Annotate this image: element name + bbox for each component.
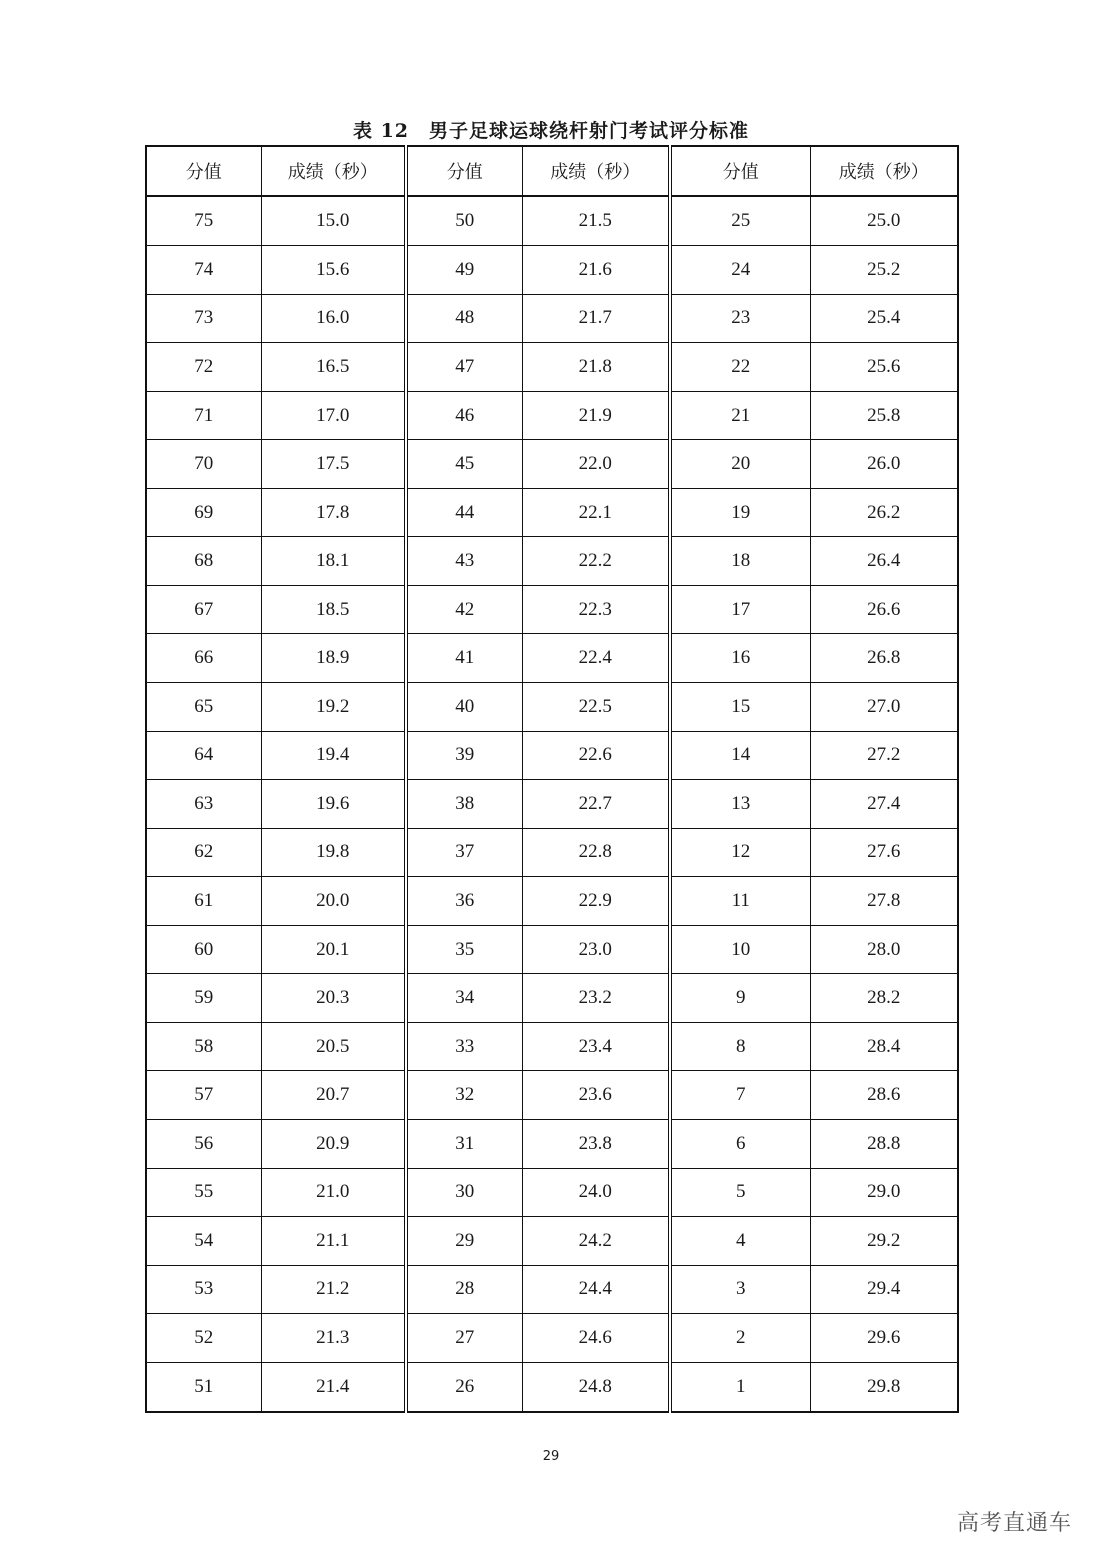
cell-time: 27.0 [810,683,958,732]
table-row [146,828,958,877]
cell-time: 18.5 [261,585,406,634]
cell-score: 57 [146,1071,261,1120]
cell-score: 6 [670,1119,810,1168]
table-row [146,440,958,489]
header-score: 分值 [146,146,261,196]
cell-score: 37 [406,828,522,877]
table-row [146,1362,958,1412]
cell-score: 62 [146,828,261,877]
cell-time: 21.3 [261,1314,406,1363]
cell-time: 23.0 [522,925,670,974]
cell-time: 24.8 [522,1362,670,1412]
cell-score: 73 [146,294,261,343]
header-score: 分值 [670,146,810,196]
cell-time: 16.5 [261,343,406,392]
cell-score: 10 [670,925,810,974]
scoring-table [145,145,959,1413]
cell-time: 22.1 [522,488,670,537]
cell-score: 61 [146,877,261,926]
cell-time: 23.4 [522,1022,670,1071]
table-row [146,1022,958,1071]
cell-score: 43 [406,537,522,586]
cell-score: 70 [146,440,261,489]
cell-score: 59 [146,974,261,1023]
cell-time: 24.4 [522,1265,670,1314]
cell-score: 67 [146,585,261,634]
cell-time: 21.9 [522,391,670,440]
header-time: 成绩（秒） [261,146,406,196]
cell-time: 17.5 [261,440,406,489]
cell-score: 45 [406,440,522,489]
cell-time: 20.7 [261,1071,406,1120]
cell-score: 71 [146,391,261,440]
table-row [146,488,958,537]
cell-time: 25.8 [810,391,958,440]
cell-score: 50 [406,196,522,246]
cell-time: 29.6 [810,1314,958,1363]
cell-score: 29 [406,1217,522,1266]
table-row [146,246,958,295]
table-row [146,925,958,974]
cell-time: 29.0 [810,1168,958,1217]
cell-score: 74 [146,246,261,295]
cell-time: 29.4 [810,1265,958,1314]
cell-time: 18.1 [261,537,406,586]
cell-score: 48 [406,294,522,343]
cell-score: 2 [670,1314,810,1363]
cell-time: 28.0 [810,925,958,974]
cell-score: 66 [146,634,261,683]
cell-time: 22.2 [522,537,670,586]
cell-time: 23.2 [522,974,670,1023]
cell-time: 21.5 [522,196,670,246]
cell-time: 22.8 [522,828,670,877]
cell-score: 44 [406,488,522,537]
table-row [146,683,958,732]
cell-score: 21 [670,391,810,440]
cell-score: 32 [406,1071,522,1120]
cell-time: 27.6 [810,828,958,877]
cell-time: 22.4 [522,634,670,683]
cell-score: 4 [670,1217,810,1266]
cell-score: 39 [406,731,522,780]
cell-score: 15 [670,683,810,732]
cell-score: 9 [670,974,810,1023]
cell-time: 19.8 [261,828,406,877]
cell-time: 22.9 [522,877,670,926]
cell-time: 28.4 [810,1022,958,1071]
cell-score: 49 [406,246,522,295]
cell-score: 64 [146,731,261,780]
cell-time: 26.4 [810,537,958,586]
table-row [146,343,958,392]
cell-score: 20 [670,440,810,489]
cell-time: 26.0 [810,440,958,489]
cell-score: 5 [670,1168,810,1217]
table-row [146,974,958,1023]
header-time: 成绩（秒） [810,146,958,196]
header-time: 成绩（秒） [522,146,670,196]
table-body [146,196,958,1412]
cell-score: 26 [406,1362,522,1412]
cell-score: 41 [406,634,522,683]
cell-time: 24.2 [522,1217,670,1266]
table-row [146,537,958,586]
cell-time: 20.1 [261,925,406,974]
cell-time: 17.8 [261,488,406,537]
cell-time: 18.9 [261,634,406,683]
table-row [146,1217,958,1266]
cell-score: 11 [670,877,810,926]
table-row [146,294,958,343]
cell-time: 29.2 [810,1217,958,1266]
cell-time: 19.4 [261,731,406,780]
cell-time: 26.2 [810,488,958,537]
cell-score: 30 [406,1168,522,1217]
header-score: 分值 [406,146,522,196]
table-row [146,1265,958,1314]
cell-time: 23.6 [522,1071,670,1120]
header-row [146,146,958,196]
cell-time: 24.0 [522,1168,670,1217]
cell-time: 27.2 [810,731,958,780]
table-row [146,731,958,780]
cell-time: 20.5 [261,1022,406,1071]
cell-time: 28.8 [810,1119,958,1168]
cell-score: 46 [406,391,522,440]
cell-score: 14 [670,731,810,780]
cell-score: 33 [406,1022,522,1071]
cell-time: 26.8 [810,634,958,683]
cell-score: 3 [670,1265,810,1314]
cell-time: 21.2 [261,1265,406,1314]
cell-time: 28.6 [810,1071,958,1120]
table-row [146,1071,958,1120]
cell-score: 8 [670,1022,810,1071]
cell-time: 21.0 [261,1168,406,1217]
cell-score: 28 [406,1265,522,1314]
cell-score: 68 [146,537,261,586]
cell-score: 56 [146,1119,261,1168]
cell-score: 54 [146,1217,261,1266]
cell-score: 31 [406,1119,522,1168]
cell-time: 15.6 [261,246,406,295]
cell-time: 25.6 [810,343,958,392]
cell-score: 47 [406,343,522,392]
cell-time: 22.7 [522,780,670,829]
page-number: 29 [542,1449,560,1464]
table-row [146,634,958,683]
cell-score: 17 [670,585,810,634]
cell-time: 15.0 [261,196,406,246]
cell-score: 23 [670,294,810,343]
cell-score: 75 [146,196,261,246]
cell-time: 21.4 [261,1362,406,1412]
table-row [146,1119,958,1168]
table-row [146,780,958,829]
cell-score: 58 [146,1022,261,1071]
cell-time: 21.8 [522,343,670,392]
cell-score: 42 [406,585,522,634]
cell-score: 69 [146,488,261,537]
cell-score: 22 [670,343,810,392]
table-row [146,196,958,246]
cell-time: 19.6 [261,780,406,829]
table-row [146,585,958,634]
cell-score: 52 [146,1314,261,1363]
table-row [146,1168,958,1217]
cell-score: 24 [670,246,810,295]
cell-time: 22.0 [522,440,670,489]
cell-time: 21.1 [261,1217,406,1266]
cell-score: 25 [670,196,810,246]
cell-time: 20.9 [261,1119,406,1168]
cell-score: 7 [670,1071,810,1120]
cell-time: 27.8 [810,877,958,926]
cell-time: 17.0 [261,391,406,440]
table-title: 表 12 男子足球运球绕杆射门考试评分标准 [352,120,750,142]
cell-score: 38 [406,780,522,829]
cell-score: 18 [670,537,810,586]
cell-time: 21.7 [522,294,670,343]
cell-time: 16.0 [261,294,406,343]
cell-time: 27.4 [810,780,958,829]
table-row [146,1314,958,1363]
cell-time: 22.6 [522,731,670,780]
cell-time: 26.6 [810,585,958,634]
cell-score: 34 [406,974,522,1023]
cell-score: 16 [670,634,810,683]
watermark: 高考直通车 [956,1511,1072,1536]
cell-score: 13 [670,780,810,829]
cell-score: 60 [146,925,261,974]
cell-time: 20.3 [261,974,406,1023]
cell-time: 25.4 [810,294,958,343]
cell-time: 20.0 [261,877,406,926]
cell-time: 29.8 [810,1362,958,1412]
cell-score: 51 [146,1362,261,1412]
cell-time: 24.6 [522,1314,670,1363]
cell-time: 22.5 [522,683,670,732]
cell-score: 35 [406,925,522,974]
cell-score: 72 [146,343,261,392]
table-row [146,391,958,440]
cell-score: 36 [406,877,522,926]
table-row [146,877,958,926]
cell-time: 21.6 [522,246,670,295]
cell-score: 40 [406,683,522,732]
cell-score: 65 [146,683,261,732]
cell-time: 28.2 [810,974,958,1023]
cell-score: 1 [670,1362,810,1412]
cell-score: 55 [146,1168,261,1217]
cell-time: 22.3 [522,585,670,634]
cell-time: 25.2 [810,246,958,295]
cell-time: 19.2 [261,683,406,732]
cell-score: 19 [670,488,810,537]
cell-score: 53 [146,1265,261,1314]
cell-score: 63 [146,780,261,829]
cell-score: 27 [406,1314,522,1363]
cell-time: 23.8 [522,1119,670,1168]
cell-time: 25.0 [810,196,958,246]
cell-score: 12 [670,828,810,877]
